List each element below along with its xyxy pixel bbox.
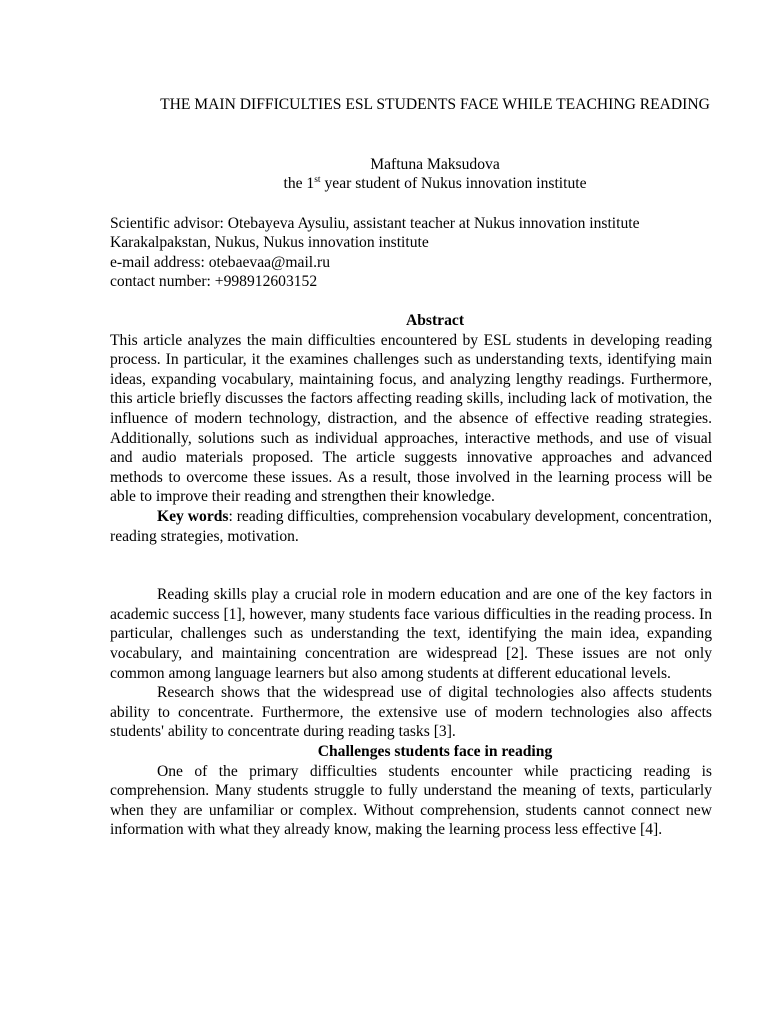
affiliation-prefix: the 1	[283, 175, 315, 193]
keywords-list: : reading difficulties, comprehension vocabulary development, concentration, reading strategies, motivation.	[110, 508, 712, 545]
keywords-label: Key words	[157, 508, 229, 525]
author-name: Maftuna Maksudova	[370, 155, 500, 173]
email-address: e-mail address: otebaevaa@mail.ru	[110, 253, 331, 271]
author-info-block	[110, 214, 712, 292]
keywords	[110, 507, 712, 546]
contact-number: contact number: +998912603152	[110, 273, 318, 291]
scientific-advisor: Scientific advisor: Otebayeva Aysuliu, assistant teacher at Nukus innovation institute	[110, 214, 640, 232]
location: Karakalpakstan, Nukus, Nukus innovation institute	[110, 234, 429, 252]
abstract-heading: Abstract	[405, 312, 465, 330]
abstract-text: This article analyzes the main difficulties encountered by ESL students in developing reading process. In particular, it the examines challenges such as understanding texts, identifying main ideas, expanding vocabulary, maintaining focus, and analyzing lengthy readings. Furthermore, this article briefly discusses the factors affecting reading skills, including lack of motivation, the influence of modern technology, distraction, and the absence of effective reading strategies. Additionally, solutions such as individual approaches, interactive methods, and use of visual and audio materials proposed. The article suggests innovative approaches and advanced methods to overcome these issues. As a result, those involved in the learning process will be able to improve their reading and strengthen their knowledge.	[110, 331, 712, 506]
author-affiliation	[110, 174, 712, 194]
body-paragraph-3: One of the primary difficulties students encounter while practicing reading is comprehension. Many students struggle to fully understand the meaning of texts, particularly when they are unfamiliar or complex. Without comprehension, students cannot connect new information with what they already know, making the learning process less effective [4].	[110, 762, 712, 839]
affiliation-superscript: st	[314, 175, 321, 186]
affiliation-suffix: year student of Nukus innovation institute	[320, 175, 587, 193]
body-paragraph-1: Reading skills play a crucial role in modern education and are one of the key factors in academic success [1], however, many students face various difficulties in the reading process. In particular, challenges such as understanding the text, identifying the main idea, expanding vocabulary, and maintaining concentration are widespread [2]. These issues are not only common among language learners but also among students at different educational levels.	[110, 586, 712, 682]
section-heading: Challenges students face in reading	[317, 742, 553, 760]
paper-title: THE MAIN DIFFICULTIES ESL STUDENTS FACE WHILE TEACHING READING	[160, 96, 710, 113]
body-paragraph-2: Research shows that the widespread use of digital technologies also affects students ability to concentrate. Furthermore, the extensive use of modern technologies also affects students' ability to concentrate during reading tasks [3].	[110, 684, 712, 741]
document-page	[110, 96, 712, 840]
spacer	[110, 546, 712, 585]
